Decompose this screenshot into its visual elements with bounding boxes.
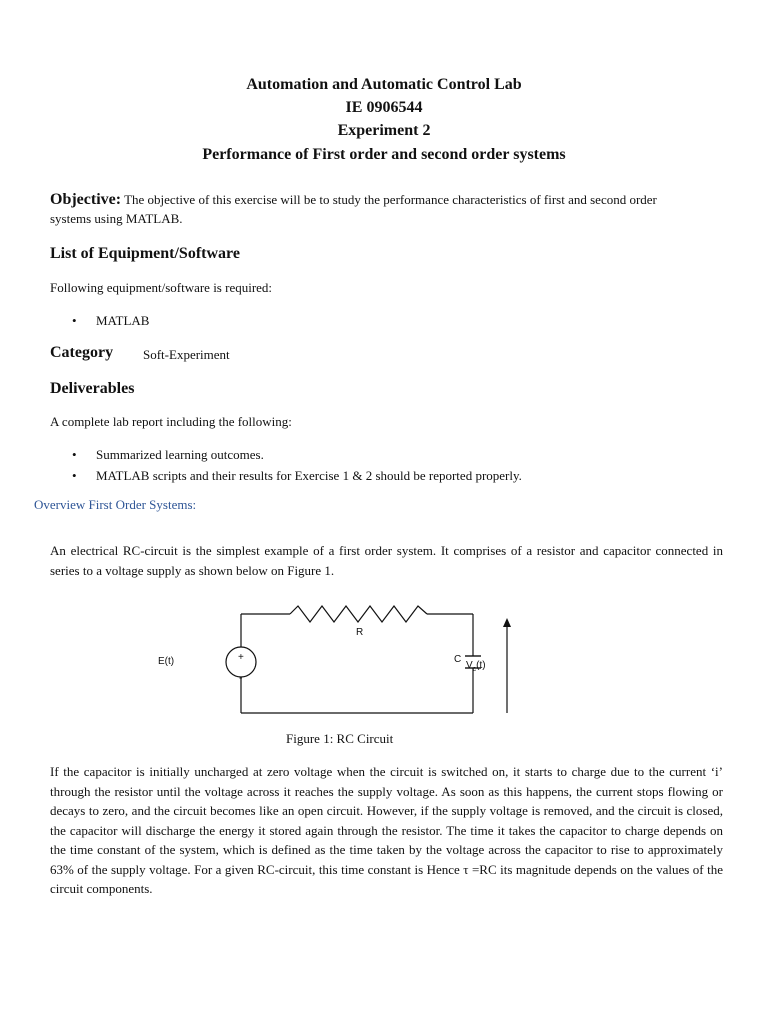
bullet-dot-icon: • [72, 468, 77, 483]
objective-section [50, 190, 700, 228]
source-label: E(t) [158, 656, 175, 667]
resistor-icon [290, 606, 427, 622]
equipment-item-text: MATLAB [96, 313, 150, 328]
source-minus-sign: - [239, 673, 243, 684]
rc-circuit-diagram [150, 600, 550, 720]
body-paragraph: If the capacitor is initially uncharged at zero voltage when the circuit is switched on, it starts to charge due to the current ‘i’ through the resistor until the voltage across it reaches the supply voltage. As soon as this happens, the current stops flowing or decays to zero, and the circuit becomes like an open circuit. However, if the supply voltage is removed, and the circuit is closed, the capacitor will discharge the energy it stored again through the resistor. The time it takes the capacitor to charge depends on the time constant of the system, which is defined as the time taken by the voltage across the capacitor to rise to approximately 63% of the supply voltage. For a given RC-circuit, this time constant is Hence τ =RC its magnitude depends on the values of the circuit components. [50, 764, 723, 896]
deliverable-item-text: MATLAB scripts and their results for Exercise 1 & 2 should be reported properly. [96, 468, 522, 483]
course-code: IE 0906544 [345, 99, 423, 116]
category-value: Soft-Experiment [143, 347, 230, 362]
resistor-label: R [356, 627, 364, 638]
objective-label: Objective: [50, 191, 122, 208]
voltage-arrow-icon [503, 618, 511, 713]
objective-text: The objective of this exercise will be to study the performance characteristics of first and second order systems using MATLAB. [50, 192, 657, 226]
experiment-title: Performance of First order and second order systems [202, 146, 566, 163]
bullet-dot-icon: • [72, 447, 77, 462]
deliverable-item-text: Summarized learning outcomes. [96, 447, 264, 462]
category-label: Category [50, 344, 114, 361]
experiment-number: Experiment 2 [337, 122, 431, 139]
lab-title: Automation and Automatic Control Lab [246, 76, 522, 93]
source-plus-sign: + [238, 652, 244, 663]
equipment-heading: List of Equipment/Software [50, 245, 240, 262]
deliverables-intro: A complete lab report including the following: [50, 414, 292, 429]
category-section [50, 343, 230, 363]
bullet-dot-icon: • [72, 313, 77, 328]
equipment-intro: Following equipment/software is required: [50, 280, 273, 295]
overview-intro: An electrical RC-circuit is the simplest example of a first order system. It comprises of a resistor and capacitor connected in series to a voltage supply as shown below on Figure 1. [50, 543, 723, 578]
deliverables-heading: Deliverables [50, 380, 135, 397]
overview-heading: Overview First Order Systems: [34, 497, 197, 512]
figure-caption: Figure 1: RC Circuit [286, 731, 394, 746]
capacitor-label: C [454, 654, 462, 665]
capacitor-voltage-label: $V_c(t)$ [466, 660, 486, 673]
